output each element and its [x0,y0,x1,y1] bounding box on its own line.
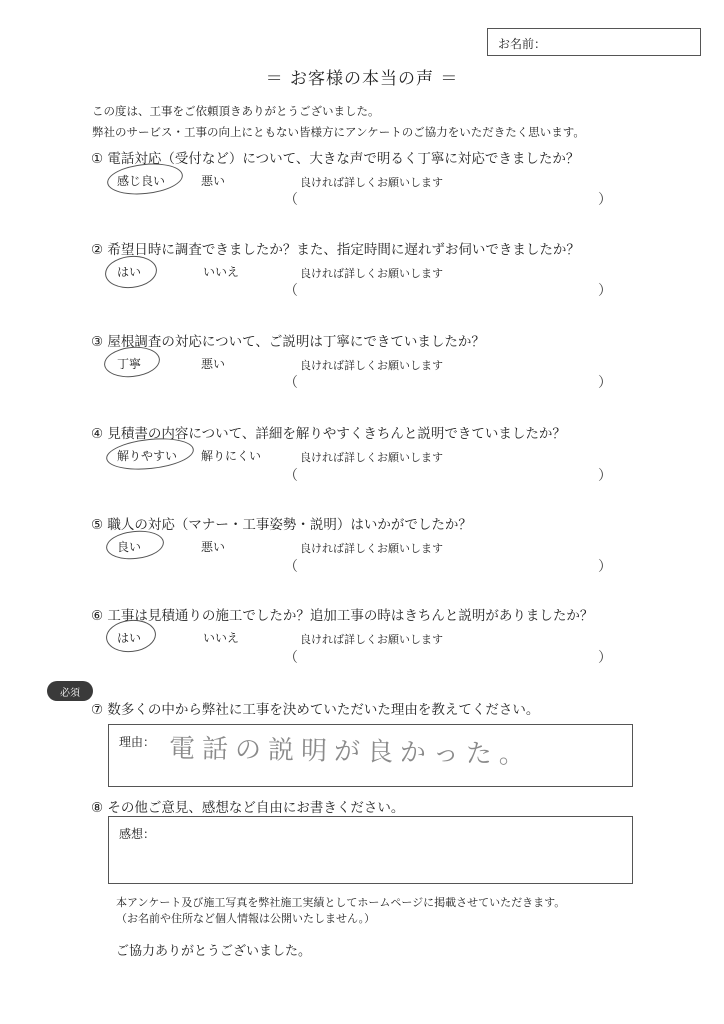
q6-option-2[interactable]: いいえ [203,631,240,645]
q3-option-2[interactable]: 悪い [201,357,226,371]
q5-selection-mark [105,528,166,562]
thanks-text: ご協力ありがとうございました。 [116,944,312,959]
reason-answer: 電話の説明が良かった。 [168,733,533,771]
page-title: ＝ お客様の本当の声 ＝ [265,69,459,89]
q5-option-detail: 良ければ詳しくお願いします [300,542,443,555]
comment-box[interactable] [108,816,633,884]
question-4: ④ 見積書の内容について、詳細を解りやすくきちんと説明できていましたか？ [91,426,566,442]
name-field[interactable] [487,28,701,56]
q3-option-detail: 良ければ詳しくお願いします [300,359,443,372]
q5-paren-open: （ [284,559,298,575]
question-6: ⑥ 工事は見積通りの施工でしたか？追加工事の時はきちんと説明がありましたか？ [91,608,594,624]
q1-option-2[interactable]: 悪い [201,174,226,188]
q6-paren-close: ） [598,650,612,666]
q2-selection-mark [103,253,158,290]
q3-paren-open: （ [284,375,298,391]
q6-paren-open: （ [284,650,298,666]
question-3: ③ 屋根調査の対応について、ご説明は丁寧にできていましたか？ [91,334,485,350]
reason-box[interactable] [108,724,633,787]
q2-option-2[interactable]: いいえ [203,265,240,279]
required-badge: 必須 [47,681,93,701]
comment-label: 感想： [119,827,156,841]
q4-option-detail: 良ければ詳しくお願いします [300,451,443,464]
q4-option-1[interactable]: 解りやすい [117,449,178,463]
q4-paren-open: （ [284,468,298,484]
question-7: ⑦ 数多くの中から弊社に工事を決めていただいた理由を教えてください。 [91,702,540,718]
question-2: ② 希望日時に調査できましたか？また、指定時間に遅れずお伺いできましたか？ [91,242,580,258]
q2-option-1[interactable]: はい [117,265,142,279]
q3-paren-close: ） [598,375,612,391]
q1-paren-close: ） [598,192,612,208]
name-label: お名前： [498,37,547,51]
q2-option-detail: 良ければ詳しくお願いします [300,267,443,280]
intro-line-2: 弊社のサービス・工事の向上にともない皆様方にアンケートのご協力をいただきたく思います。 [92,125,585,139]
q1-paren-open: （ [284,192,298,208]
question-5: ⑤ 職人の対応（マナー・工事姿勢・説明）はいかがでしたか？ [91,517,472,533]
reason-label: 理由： [119,735,156,749]
q4-paren-close: ） [598,468,612,484]
q1-option-1[interactable]: 感じ良い [117,174,166,188]
q4-option-2[interactable]: 解りにくい [201,449,262,463]
q6-option-detail: 良ければ詳しくお願いします [300,633,443,646]
q5-option-2[interactable]: 悪い [201,540,226,554]
q6-option-1[interactable]: はい [117,631,142,645]
q2-paren-close: ） [598,283,612,299]
q5-option-1[interactable]: 良い [117,540,142,554]
q1-option-detail: 良ければ詳しくお願いします [300,176,443,189]
q5-paren-close: ） [598,559,612,575]
q3-option-1[interactable]: 丁寧 [117,357,142,371]
question-8: ⑧ その他ご意見、感想など自由にお書きください。 [91,800,405,816]
intro-line-1: この度は、工事をご依頼頂きありがとうございました。 [92,104,380,118]
footer-line-1: 本アンケート及び施工写真を弊社施工実績としてホームページに掲載させていただきます。 [116,896,566,909]
footer-line-2: （お名前や住所など個人情報は公開いたしません。） [116,912,376,925]
q2-paren-open: （ [284,283,298,299]
question-1: ① 電話対応（受付など）について、大きな声で明るく丁寧に対応できましたか？ [91,151,580,167]
